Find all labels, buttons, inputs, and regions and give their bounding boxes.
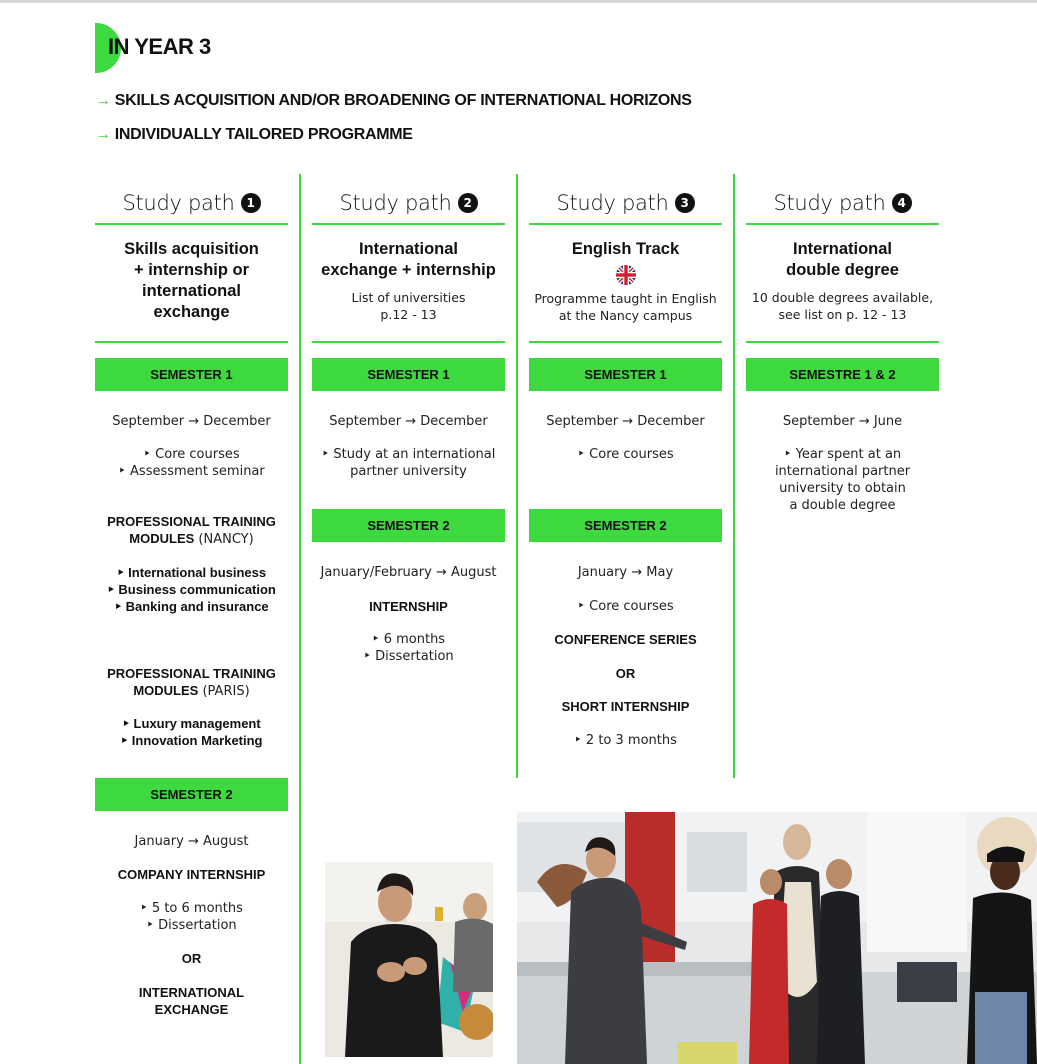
- modules-heading-paris: [95, 665, 288, 700]
- course-list: [95, 446, 288, 480]
- dates: January → May: [577, 565, 674, 580]
- semester-box: SEMESTER 2: [312, 509, 505, 542]
- path-heading: [529, 239, 722, 260]
- column-divider: [733, 174, 735, 778]
- campus-label: (PARIS): [198, 684, 250, 699]
- column-divider: [299, 174, 301, 1064]
- dates: September → June: [782, 414, 903, 429]
- study-path-label: Study path: [122, 191, 235, 215]
- path-heading: [312, 239, 505, 281]
- short-internship-heading: SHORT INTERNSHIP: [561, 699, 690, 714]
- or-label: OR: [181, 951, 202, 966]
- heading-rule: [746, 341, 939, 343]
- sub-line: 10 double degrees available,: [751, 290, 934, 305]
- heading-line: + internship or: [133, 261, 250, 279]
- sub-line: Programme taught in English: [534, 291, 717, 306]
- internship-list: [312, 631, 505, 665]
- list-item: international partner: [774, 464, 911, 479]
- arrow-icon: →: [95, 92, 111, 109]
- list-item: ‣ Innovation Marketing: [120, 733, 263, 748]
- study-path-2: [312, 184, 505, 664]
- study-path-label: Study path: [556, 191, 669, 215]
- list-item: ‣ Year spent at an: [783, 447, 902, 462]
- arrow-icon: →: [95, 126, 111, 143]
- semester-box: SEMESTER 1: [529, 358, 722, 391]
- title-rule: [746, 223, 939, 225]
- internship-list: [95, 900, 288, 934]
- double-degree-list: [746, 446, 939, 514]
- semester-box: SEMESTER 1: [312, 358, 505, 391]
- study-path-title: [95, 184, 288, 222]
- study-path-title: [312, 184, 505, 222]
- internship-heading: INTERNSHIP: [369, 599, 448, 614]
- study-path-4: [746, 184, 939, 513]
- heading-line: exchange: [153, 303, 230, 321]
- title-rule: [529, 223, 722, 225]
- heading-line: international: [141, 282, 241, 300]
- list-item: ‣ Dissertation: [146, 918, 237, 933]
- list-item: ‣ 2 to 3 months: [574, 733, 677, 748]
- study-path-title: [529, 184, 722, 222]
- goal-text: SKILLS ACQUISITION AND/OR BROADENING OF INTERNATIONAL HORIZONS: [114, 92, 692, 109]
- list-item: ‣ Luxury management: [122, 716, 261, 731]
- course-list: [529, 446, 722, 463]
- top-border: [0, 0, 1037, 3]
- modules-heading-nancy: [95, 513, 288, 548]
- sub-line: p.12 - 13: [380, 307, 437, 322]
- heading-line: exchange + internship: [321, 261, 496, 279]
- study-path-label: Study path: [773, 191, 886, 215]
- nancy-modules-list: [95, 564, 288, 615]
- heading-line: INTERNATIONAL: [138, 985, 245, 1000]
- study-path-label: Study path: [339, 191, 452, 215]
- dates: January → August: [134, 834, 249, 849]
- dates: September → December: [112, 414, 271, 429]
- list-item: ‣ Core courses: [577, 599, 674, 614]
- title-rule: [95, 223, 288, 225]
- list-item: ‣ Assessment seminar: [118, 464, 265, 479]
- sub-line: at the Nancy campus: [558, 308, 693, 323]
- classroom-group-photo: [517, 812, 1037, 1064]
- path-subtext: [312, 289, 505, 323]
- internship-heading: COMPANY INTERNSHIP: [117, 867, 266, 882]
- goal-skills: [95, 92, 692, 110]
- dates: January/February → August: [320, 565, 497, 580]
- heading-rule: [529, 341, 722, 343]
- study-path-3: [529, 184, 722, 748]
- heading-line: PROFESSIONAL TRAINING: [107, 514, 276, 529]
- list-item: partner university: [350, 464, 467, 479]
- heading-line: International: [792, 240, 892, 258]
- semester-box: SEMESTRE 1 & 2: [746, 358, 939, 391]
- or-label: OR: [615, 666, 636, 681]
- heading-line: Skills acquisition: [124, 240, 259, 258]
- student-presenting-photo: [325, 862, 493, 1057]
- dates: September → December: [546, 414, 705, 429]
- study-path-title: [746, 184, 939, 222]
- goal-programme: [95, 126, 413, 144]
- title-rule: [312, 223, 505, 225]
- study-path-1: [95, 184, 288, 1017]
- list-item: ‣ International business: [116, 565, 267, 580]
- list-item: ‣ 5 to 6 months: [140, 901, 243, 916]
- exchange-heading: [95, 984, 288, 1018]
- heading-line: International: [358, 240, 458, 258]
- sub-line: see list on p. 12 - 13: [778, 307, 907, 322]
- list-item: ‣ Core courses: [577, 447, 674, 462]
- heading-rule: [95, 341, 288, 343]
- page-title: IN YEAR 3: [108, 34, 211, 59]
- column-divider: [516, 174, 518, 778]
- paris-modules-list: [95, 715, 288, 749]
- path-number-badge: 4: [892, 193, 912, 213]
- list-item: university to obtain: [779, 481, 906, 496]
- sub-line: List of universities: [351, 290, 466, 305]
- list-item: ‣ 6 months: [371, 632, 446, 647]
- course-list: [529, 598, 722, 615]
- list-item: ‣ Banking and insurance: [114, 599, 269, 614]
- path-heading: [95, 239, 288, 323]
- heading-rule: [312, 341, 505, 343]
- path-heading: [746, 239, 939, 281]
- goal-text: INDIVIDUALLY TAILORED PROGRAMME: [114, 126, 413, 143]
- list-item: a double degree: [789, 498, 896, 513]
- study-list: [312, 446, 505, 480]
- campus-label: (NANCY): [194, 532, 254, 547]
- conference-heading: CONFERENCE SERIES: [554, 632, 697, 647]
- list-item: ‣ Dissertation: [363, 649, 454, 664]
- uk-flag-icon: [615, 264, 637, 286]
- path-number-badge: 1: [241, 193, 261, 213]
- heading-line: EXCHANGE: [154, 1002, 229, 1017]
- semester-box: SEMESTER 1: [95, 358, 288, 391]
- heading-line: MODULES: [133, 683, 199, 698]
- path-number-badge: 2: [458, 193, 478, 213]
- internship-list: [529, 732, 722, 749]
- path-subtext: [529, 290, 722, 324]
- heading-line: double degree: [786, 261, 899, 279]
- dates: September → December: [329, 414, 488, 429]
- semester-box: SEMESTER 2: [95, 778, 288, 811]
- semester-box: SEMESTER 2: [529, 509, 722, 542]
- list-item: ‣ Business communication: [107, 582, 276, 597]
- heading-line: English Track: [571, 240, 680, 258]
- path-subtext: [746, 289, 939, 323]
- list-item: ‣ Study at an international: [321, 447, 496, 462]
- path-number-badge: 3: [675, 193, 695, 213]
- list-item: ‣ Core courses: [143, 447, 240, 462]
- heading-line: MODULES: [129, 531, 195, 546]
- heading-line: PROFESSIONAL TRAINING: [107, 666, 276, 681]
